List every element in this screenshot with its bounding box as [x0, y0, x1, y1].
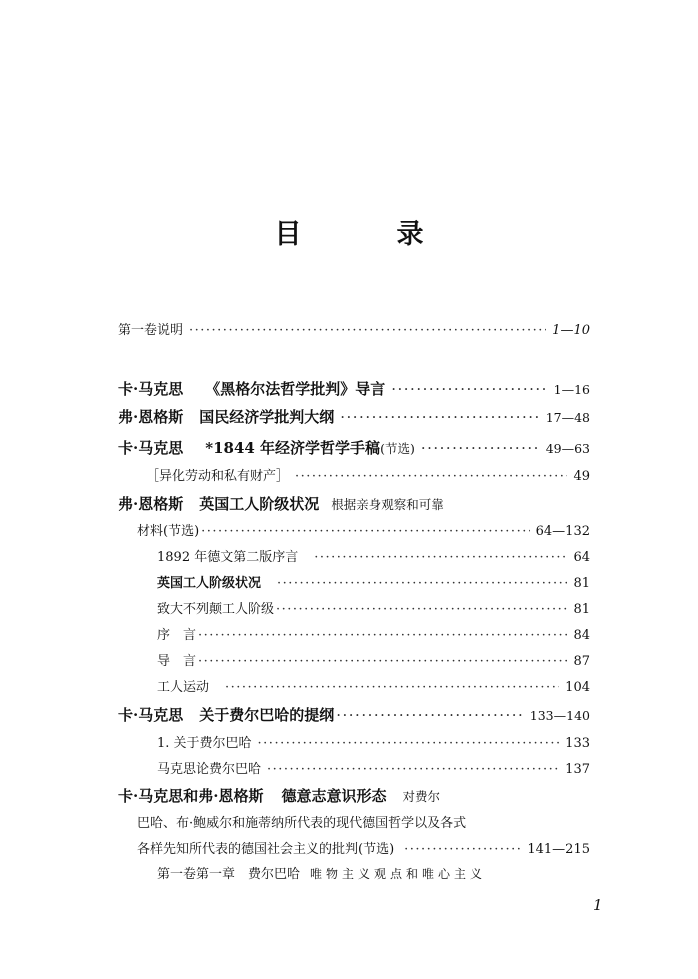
- dot-leader: [267, 762, 559, 777]
- page-title: 目 录: [274, 219, 458, 250]
- dot-leader: [277, 576, 567, 591]
- toc-entry-title: 国民经济学批判大纲: [199, 408, 335, 426]
- toc-entry-title: 德意志意识形态: [281, 787, 387, 805]
- toc-entry-subtitle: (节选): [380, 441, 415, 456]
- dot-leader: [340, 408, 539, 426]
- toc-entry-working-class[interactable]: [118, 493, 590, 514]
- toc-entry-labour-movement[interactable]: [157, 676, 590, 695]
- toc-entry-title: 各样先知所代表的德国社会主义的批判(节选): [137, 842, 395, 857]
- toc-entry-page: 133—140: [529, 708, 590, 723]
- toc-entry-page: 49—63: [545, 441, 590, 456]
- toc-entry-author: 弗·恩格斯: [118, 495, 184, 513]
- toc-entry-page: 64: [573, 550, 590, 565]
- toc-entry-title: 第一卷说明: [118, 323, 184, 338]
- toc-entry-subtitle: 唯物主义观点和唯心主义: [310, 867, 487, 881]
- toc-entry-1892-preface[interactable]: [157, 546, 590, 565]
- toc-entry-title: *1844 年经济学哲学手稿: [205, 439, 381, 457]
- toc-entry-author: 卡·马克思: [118, 380, 184, 398]
- toc-entry-title: 1892 年德文第二版序言: [157, 550, 299, 565]
- page-number: 1: [593, 896, 603, 914]
- toc-entry-author: 弗·恩格斯: [118, 408, 184, 426]
- dot-leader: [391, 380, 547, 398]
- toc-entry-page: 104: [565, 680, 590, 695]
- toc-entry-title: 马克思论费尔巴哈: [157, 762, 262, 777]
- toc-entry-hegel-critique[interactable]: [118, 378, 590, 399]
- toc-entry-alienated-labour[interactable]: [146, 465, 590, 484]
- toc-entry-title: 导 言: [157, 654, 197, 669]
- toc-entry-title: 英国工人阶级状况: [199, 495, 320, 513]
- toc-entry-page: 17—48: [545, 410, 590, 425]
- dot-leader: [258, 736, 560, 751]
- toc-entry-1844-manuscripts[interactable]: [118, 437, 590, 458]
- toc-entry-title: 《黑格尔法哲学批判》导言: [205, 380, 386, 398]
- toc-entry-working-class-continued[interactable]: [137, 520, 590, 539]
- toc-entry-working-class-main[interactable]: [157, 572, 590, 591]
- toc-entry-subtitle: 根据亲身观察和可靠: [331, 497, 444, 512]
- dot-leader: [201, 524, 529, 539]
- toc-entry-author: 卡·马克思和弗·恩格斯: [118, 787, 264, 805]
- toc-entry-volume-one-chapter-one[interactable]: [157, 863, 590, 882]
- toc-entry-title: 致大不列颠工人阶级: [157, 602, 275, 617]
- toc-entry-title: 关于费尔巴哈的提纲: [199, 706, 335, 724]
- toc-entry-author: 卡·马克思: [118, 706, 184, 724]
- toc-entry-subtitle: 对费尔: [402, 789, 440, 804]
- toc-entry-title: 英国工人阶级状况: [157, 576, 262, 591]
- toc-entry-economy-outline[interactable]: [118, 406, 590, 427]
- toc-entry-page: 81: [573, 602, 590, 617]
- dot-leader: [336, 706, 524, 724]
- toc-entry-title: 材料(节选): [137, 524, 200, 539]
- toc-entry-page: 84: [573, 628, 590, 643]
- toc-entry-author: 卡·马克思: [118, 439, 184, 457]
- dot-leader: [421, 439, 540, 457]
- toc-entry-marx-on-feuerbach[interactable]: [157, 758, 590, 777]
- toc-entry-volume-note[interactable]: [118, 319, 590, 338]
- toc-entry-feuerbach-theses[interactable]: [118, 704, 590, 725]
- dot-leader: [404, 842, 521, 857]
- toc-entry-title: 第一卷第一章 费尔巴哈: [157, 867, 301, 882]
- toc-entry-page: 141—215: [527, 842, 590, 857]
- toc-entry-introduction[interactable]: [157, 650, 590, 669]
- toc-entry-page: 1—16: [553, 382, 590, 397]
- dot-leader: [276, 602, 567, 617]
- toc-entry-page: 81: [573, 576, 590, 591]
- toc-entry-title: 序 言: [157, 628, 197, 643]
- toc-entry-title: 工人运动: [157, 680, 210, 695]
- toc-entry-page: 133: [565, 736, 590, 751]
- toc-entry-german-ideology[interactable]: [118, 785, 590, 806]
- toc-entry-german-ideology-continued[interactable]: [137, 838, 590, 857]
- dot-leader: [198, 654, 567, 669]
- dot-leader: [314, 550, 567, 565]
- dot-leader: [198, 628, 567, 643]
- toc-entry-continuation-line: 巴哈、布·鲍威尔和施蒂纳所代表的现代德国哲学以及各式: [137, 816, 467, 831]
- toc-entry-page: 49: [573, 469, 590, 484]
- toc-entry-preface[interactable]: [157, 624, 590, 643]
- toc-entry-page: 87: [573, 654, 590, 669]
- dot-leader: [295, 469, 567, 484]
- toc-entry-page: 64—132: [535, 524, 590, 539]
- toc-entry-title: ［异化劳动和私有财产］: [146, 469, 290, 484]
- toc-entry-page: 137: [565, 762, 590, 777]
- dot-leader: [225, 680, 559, 695]
- toc-entry-page: 1—10: [552, 323, 590, 338]
- toc-entry-about-feuerbach[interactable]: [157, 732, 590, 751]
- toc-entry-title: 1. 关于费尔巴哈: [157, 736, 252, 751]
- dot-leader: [189, 323, 546, 338]
- toc-entry-to-workers[interactable]: [157, 598, 590, 617]
